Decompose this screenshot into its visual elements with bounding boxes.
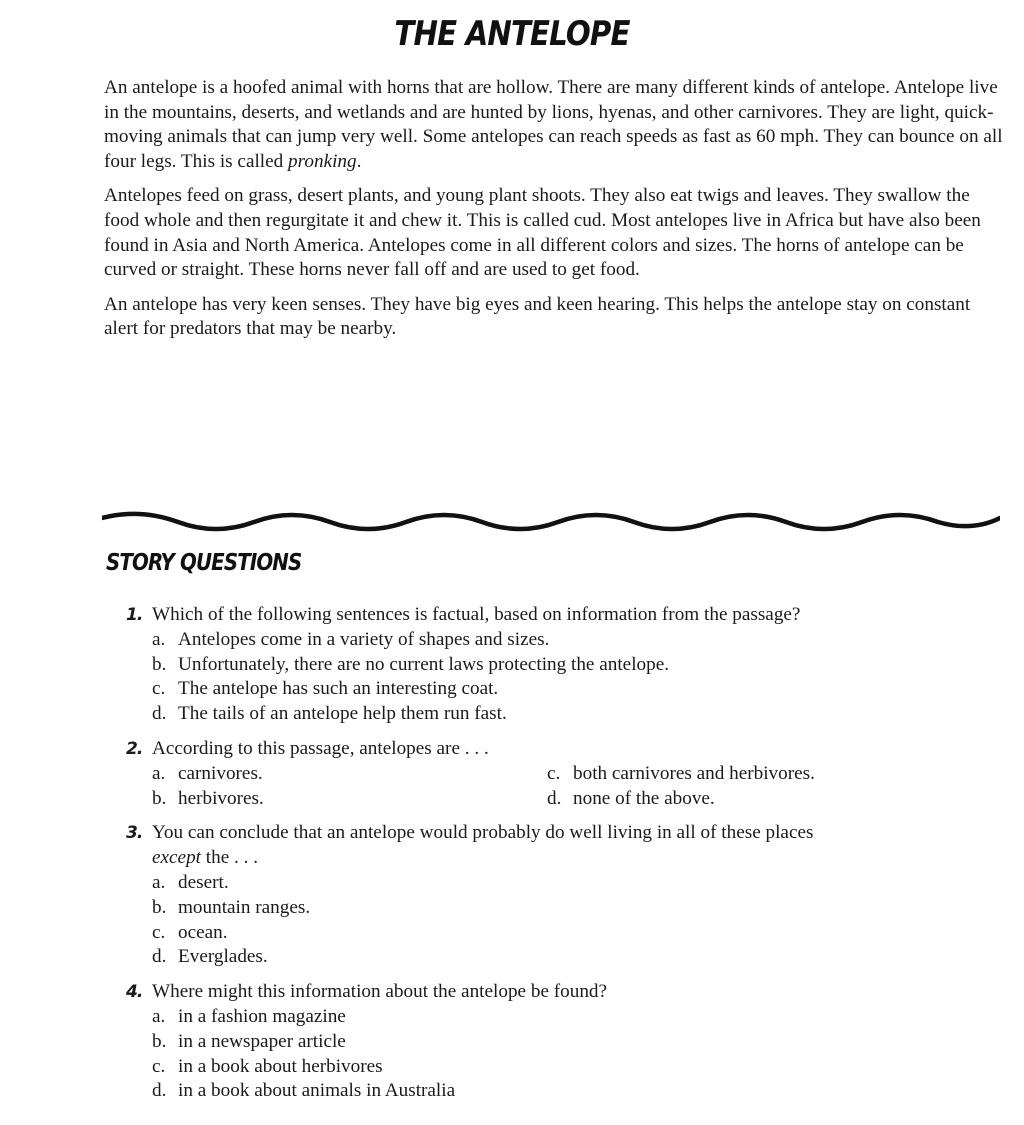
answer-option: b. mountain ranges. [152, 896, 311, 918]
question-number: 2. [126, 738, 143, 759]
passage-paragraph-1: An antelope is a hoofed animal with horns that are hollow. There are many different kinds of antelope. Antelope live in the mountains, deserts, and wetlands and are hunted by lions, hyenas, and other carnivores. They are light, quick-moving animals that can jump very well. Some antelopes can reach speeds as fast as 60 mph. They can bounce on all four legs. This is called pronking. [104, 77, 1003, 172]
question-stem: Which of the following sentences is factual, based on information from the passage? [152, 604, 801, 625]
question-number: 1. [126, 605, 143, 625]
answer-option: a. desert. [152, 871, 229, 893]
passage-paragraph-3: An antelope has very keen senses. They have big eyes and keen hearing. This helps the antelope stay on constant alert for predators that may be nearby. [104, 293, 971, 340]
reading-passage [104, 76, 1004, 342]
questions-list [126, 603, 986, 1114]
except-emphasis: except [152, 847, 201, 869]
question-stem: Where might this information about the antelope be found? [152, 981, 608, 1003]
question-stem: You can conclude that an antelope would probably do well living in all of these places except the . . . [152, 822, 814, 869]
answer-option: d. Everglades. [152, 946, 268, 968]
question-3 [126, 821, 986, 970]
question-1 [126, 603, 986, 727]
question-number: 3. [126, 823, 143, 844]
answer-option: d. none of the above. [547, 787, 715, 809]
question-4 [126, 980, 986, 1104]
answer-option: c. in a book about herbivores [152, 1055, 383, 1077]
answer-option: c. both carnivores and herbivores. [547, 762, 815, 784]
question-2 [126, 737, 986, 811]
question-number: 4. [126, 982, 143, 1003]
answer-option: b. herbivores. [152, 787, 264, 809]
answer-option: a. Antelopes come in a variety of shapes and sizes. [152, 628, 550, 650]
wavy-divider [102, 504, 1000, 540]
answer-option: d. in a book about animals in Australia [152, 1080, 456, 1102]
wavy-divider-line [102, 514, 1000, 529]
answer-option: b. in a newspaper article [152, 1030, 346, 1052]
answer-option: c. ocean. [152, 921, 228, 943]
answer-option: a. in a fashion magazine [152, 1005, 346, 1027]
answer-option: b. Unfortunately, there are no current laws protecting the antelope. [152, 653, 670, 675]
pronking-term: pronking [288, 150, 357, 172]
answer-option: d. The tails of an antelope help them run fast. [152, 703, 507, 725]
passage-paragraph-2: Antelopes feed on grass, desert plants, and young plant shoots. They also eat twigs and leaves. They swallow the food whole and then regurgitate it and chew it. This is called cud. Most antelopes live in Africa but have also been found in Asia and North America. Antelopes come in all different colors and sizes. The horns of antelope can be curved or straight. These horns never fall off and are used to get food. [104, 185, 981, 281]
page-title: THE ANTELOPE [394, 14, 630, 54]
answer-option: c. The antelope has such an interesting coat. [152, 678, 499, 700]
question-stem: According to this passage, antelopes are . . . [152, 737, 489, 759]
story-questions-heading: STORY QUESTIONS [106, 550, 302, 576]
answer-option: a. carnivores. [152, 762, 263, 784]
